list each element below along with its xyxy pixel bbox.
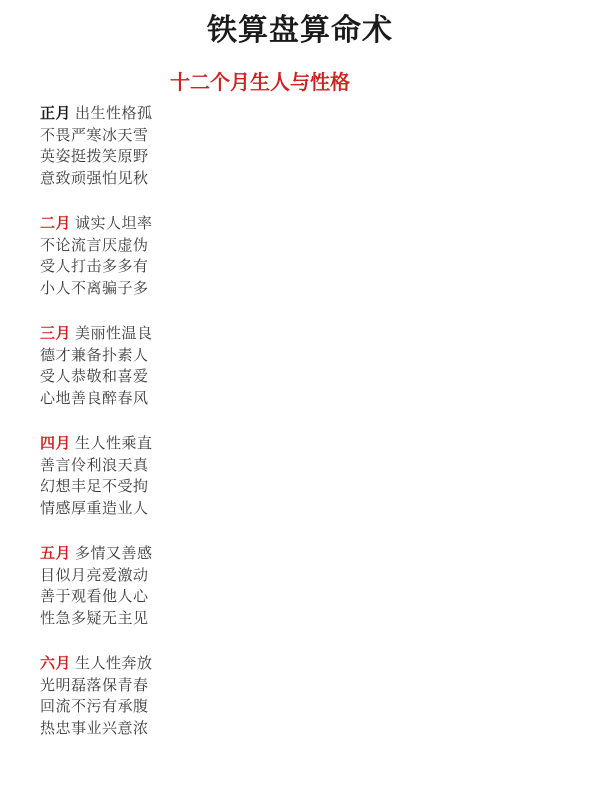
stanza-line: 心地善良醉春风	[40, 390, 149, 407]
stanza-line: 善于观看他人心	[40, 589, 149, 605]
stanza-line: 回流不污有承腹	[40, 699, 149, 715]
month-label: 四月	[40, 436, 72, 452]
stanza-line-text: 生人性奔放	[75, 656, 153, 672]
stanza-line: 善言伶利浪天真	[40, 457, 149, 474]
stanza-line-text: 出生性格孤	[75, 106, 153, 122]
stanza-first-line	[40, 104, 600, 126]
stanza-line: 光明磊落保青春	[40, 677, 149, 694]
stanza-month-5	[40, 544, 600, 630]
stanza-line: 英姿挺拨笑原野	[40, 149, 149, 165]
stanza-line: 小人不离骗子多	[40, 280, 149, 297]
month-label: 二月	[40, 216, 72, 232]
stanza-line-text: 诚实人坦率	[75, 216, 153, 232]
stanza-line: 情感厚重造业人	[40, 500, 149, 517]
stanza-month-4	[40, 434, 600, 520]
stanza-line-text: 美丽性温良	[75, 326, 153, 342]
stanza-line: 不论流言厌虚伪	[40, 237, 149, 254]
stanza-line: 德才兼备扑素人	[40, 347, 149, 364]
stanza-month-2	[40, 214, 600, 300]
stanza-line: 幻想丰足不受拘	[40, 479, 149, 495]
stanza-line: 意致顽强怕见秋	[40, 170, 149, 187]
page-title: 铁算盘算命术	[207, 14, 393, 47]
stanza-first-line	[40, 434, 600, 456]
stanza-line: 不畏严寒冰天雪	[40, 127, 149, 144]
document-page	[0, 14, 600, 800]
stanza-month-6	[40, 654, 600, 740]
month-label: 五月	[40, 546, 72, 562]
stanza-month-3	[40, 324, 600, 410]
stanza-line-text: 生人性乘直	[75, 436, 153, 452]
stanza-first-line	[40, 214, 600, 236]
stanza-line: 热忠事业兴意浓	[40, 720, 149, 737]
stanza-line: 性急多疑无主见	[40, 610, 149, 627]
stanza-first-line	[40, 324, 600, 346]
section-subtitle: 十二个月生人与性格	[170, 72, 350, 94]
stanza-list	[40, 104, 600, 740]
month-label: 正月	[40, 106, 72, 122]
stanza-first-line	[40, 544, 600, 566]
stanza-month-1	[40, 104, 600, 190]
stanza-line: 目似月亮爱激动	[40, 567, 149, 584]
stanza-first-line	[40, 654, 600, 676]
stanza-line-text: 多情又善感	[75, 546, 153, 562]
month-label: 六月	[40, 656, 72, 672]
stanza-line: 受人恭敬和喜爱	[40, 369, 149, 385]
stanza-line: 受人打击多多有	[40, 259, 149, 275]
month-label: 三月	[40, 326, 72, 342]
